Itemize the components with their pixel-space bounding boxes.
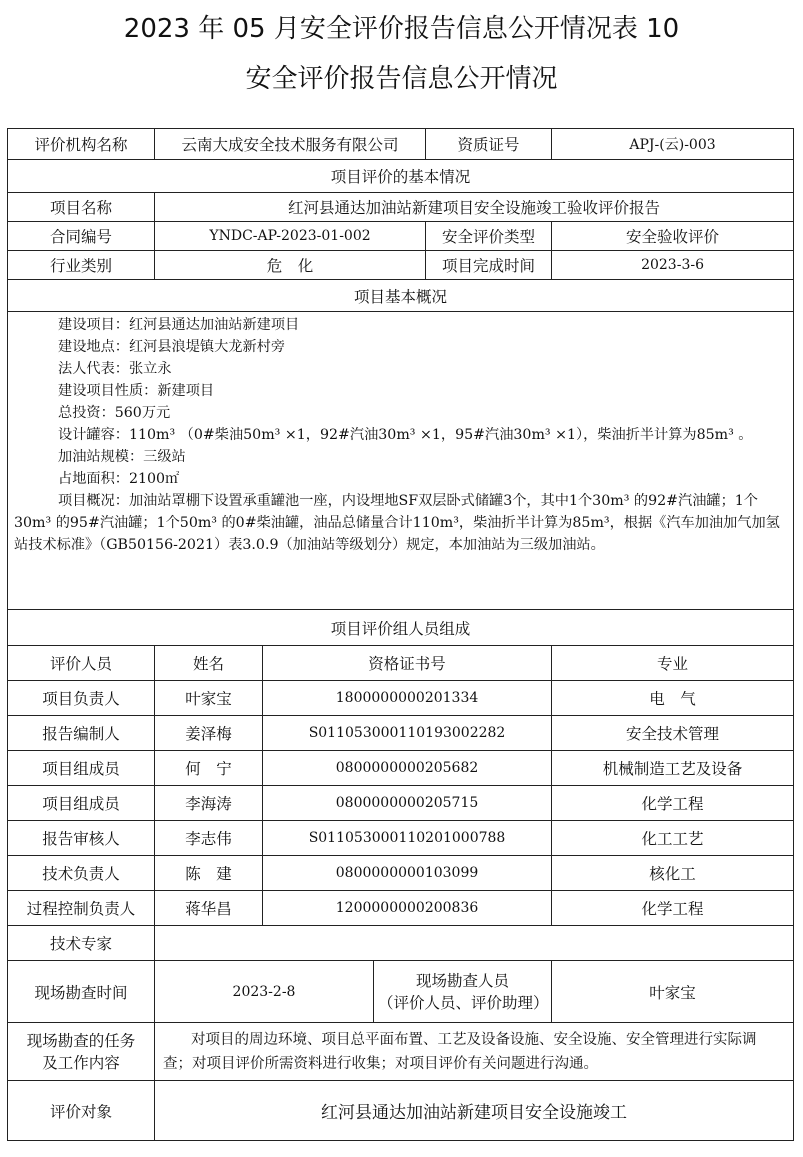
overview-row <box>8 312 794 610</box>
member-major: 化学工程 <box>552 786 794 821</box>
survey-task-row <box>8 1023 794 1081</box>
overview-content <box>8 312 794 610</box>
member-name: 蒋华昌 <box>155 891 263 926</box>
member-cert: 1200000000200836 <box>263 891 552 926</box>
contract-label: 合同编号 <box>8 222 155 251</box>
document-title: 2023 年 05 月安全评价报告信息公开情况表 10 <box>123 14 680 44</box>
overview-line: 建设项目：红河县通达加油站新建项目 <box>58 317 300 333</box>
member-role: 项目组成员 <box>8 786 155 821</box>
member-major: 电 气 <box>552 681 794 716</box>
member-major: 化工工艺 <box>552 821 794 856</box>
member-cert: 0800000000103099 <box>263 856 552 891</box>
team-header-cert: 资格证书号 <box>263 646 552 681</box>
overview-summary: 项目概况：加油站罩棚下设置承重罐池一座，内设埋地SF双层卧式储罐3个，其中1个30m³ 的92#汽油罐；1个30m³ 的95#汽油罐；1个50m³ 的0#柴油罐，油品总储量合计110m³，柴油折半计算为85m³，根据《汽车加油加气加氢站技术标准》（GB50156-2021）表3.0.9（加油站等级划分）规定，本加油站为三级加油站。 <box>14 493 780 553</box>
target-value: 红河县通达加油站新建项目安全设施竣工 <box>155 1081 794 1141</box>
industry-row <box>8 251 794 280</box>
member-major: 机械制造工艺及设备 <box>552 751 794 786</box>
member-name: 叶家宝 <box>155 681 263 716</box>
survey-time-row <box>8 961 794 1023</box>
overview-line: 建设地点：红河县浪堤镇大龙新村旁 <box>58 339 286 355</box>
project-name-value: 红河县通达加油站新建项目安全设施竣工验收评价报告 <box>155 193 794 222</box>
cert-value: APJ-(云)-003 <box>552 129 794 160</box>
table-row <box>8 786 794 821</box>
team-header-row <box>8 646 794 681</box>
member-major: 安全技术管理 <box>552 716 794 751</box>
member-cert: S011053000110193002282 <box>263 716 552 751</box>
evaluation-type-label: 安全评价类型 <box>426 222 552 251</box>
survey-task-label-line1: 现场勘查的任务 <box>26 1031 136 1050</box>
disclosure-table <box>7 128 794 1141</box>
member-major: 化学工程 <box>552 891 794 926</box>
survey-time-label: 现场勘查时间 <box>8 961 155 1023</box>
survey-task-label <box>8 1023 155 1081</box>
member-name: 李志伟 <box>155 821 263 856</box>
survey-staff-value: 叶家宝 <box>552 961 794 1023</box>
team-section-title: 项目评价组人员组成 <box>8 610 794 646</box>
expert-row <box>8 926 794 961</box>
org-value: 云南大成安全技术服务有限公司 <box>155 129 426 160</box>
team-header-role: 评价人员 <box>8 646 155 681</box>
overview-section-row <box>8 280 794 312</box>
evaluation-type-value: 安全验收评价 <box>552 222 794 251</box>
member-name: 姜泽梅 <box>155 716 263 751</box>
member-role: 项目负责人 <box>8 681 155 716</box>
member-cert: S011053000110201000788 <box>263 821 552 856</box>
survey-time-value: 2023-2-8 <box>155 961 374 1023</box>
table-row <box>8 716 794 751</box>
survey-staff-label-line1: 现场勘查人员 <box>416 971 510 990</box>
table-row <box>8 681 794 716</box>
industry-value: 危 化 <box>155 251 426 280</box>
org-row <box>8 129 794 160</box>
overview-section-title: 项目基本概况 <box>8 280 794 312</box>
contract-row <box>8 222 794 251</box>
survey-staff-label <box>374 961 552 1023</box>
contract-value: YNDC-AP-2023-01-002 <box>155 222 426 251</box>
member-cert: 1800000000201334 <box>263 681 552 716</box>
survey-task-label-line2: 及工作内容 <box>42 1053 120 1072</box>
table-row <box>8 821 794 856</box>
org-label: 评价机构名称 <box>8 129 155 160</box>
member-cert: 0800000000205682 <box>263 751 552 786</box>
overview-line: 建设项目性质：新建项目 <box>58 383 215 399</box>
member-role: 技术负责人 <box>8 856 155 891</box>
industry-label: 行业类别 <box>8 251 155 280</box>
document-subtitle: 安全评价报告信息公开情况 <box>245 64 558 94</box>
cert-label: 资质证号 <box>426 129 552 160</box>
target-label: 评价对象 <box>8 1081 155 1141</box>
overview-line: 法人代表：张立永 <box>58 361 172 377</box>
complete-time-value: 2023-3-6 <box>552 251 794 280</box>
survey-staff-label-line2: （评价人员、评价助理） <box>378 993 549 1012</box>
member-role: 过程控制负责人 <box>8 891 155 926</box>
table-row <box>8 856 794 891</box>
member-role: 报告编制人 <box>8 716 155 751</box>
overview-area: 占地面积：2100㎡ <box>58 471 180 487</box>
basic-section-title: 项目评价的基本情况 <box>8 160 794 193</box>
member-name: 何 宁 <box>155 751 263 786</box>
member-name: 陈 建 <box>155 856 263 891</box>
overview-scale: 加油站规模：三级站 <box>58 449 186 465</box>
table-row <box>8 891 794 926</box>
target-row <box>8 1081 794 1141</box>
member-major: 核化工 <box>552 856 794 891</box>
overview-line: 总投资：560万元 <box>58 405 171 421</box>
survey-task-text: 对项目的周边环境、项目总平面布置、工艺及设备设施、安全设施、安全管理进行实际调查；对项目评价所需资料进行收集；对项目评价有关问题进行沟通。 <box>163 1031 757 1072</box>
member-cert: 0800000000205715 <box>263 786 552 821</box>
basic-section-row <box>8 160 794 193</box>
member-role: 报告审核人 <box>8 821 155 856</box>
table-row <box>8 751 794 786</box>
expert-label: 技术专家 <box>8 926 155 961</box>
project-name-row <box>8 193 794 222</box>
member-role: 项目组成员 <box>8 751 155 786</box>
team-header-name: 姓名 <box>155 646 263 681</box>
expert-value <box>155 926 794 961</box>
complete-time-label: 项目完成时间 <box>426 251 552 280</box>
survey-task-value <box>155 1023 794 1081</box>
member-name: 李海涛 <box>155 786 263 821</box>
team-section-row <box>8 610 794 646</box>
project-name-label: 项目名称 <box>8 193 155 222</box>
overview-capacity: 设计罐容：110m³ （0#柴油50m³ ×1，92#汽油30m³ ×1，95#汽油30m³ ×1），柴油折半计算为85m³ 。 <box>58 427 753 443</box>
team-header-major: 专业 <box>552 646 794 681</box>
